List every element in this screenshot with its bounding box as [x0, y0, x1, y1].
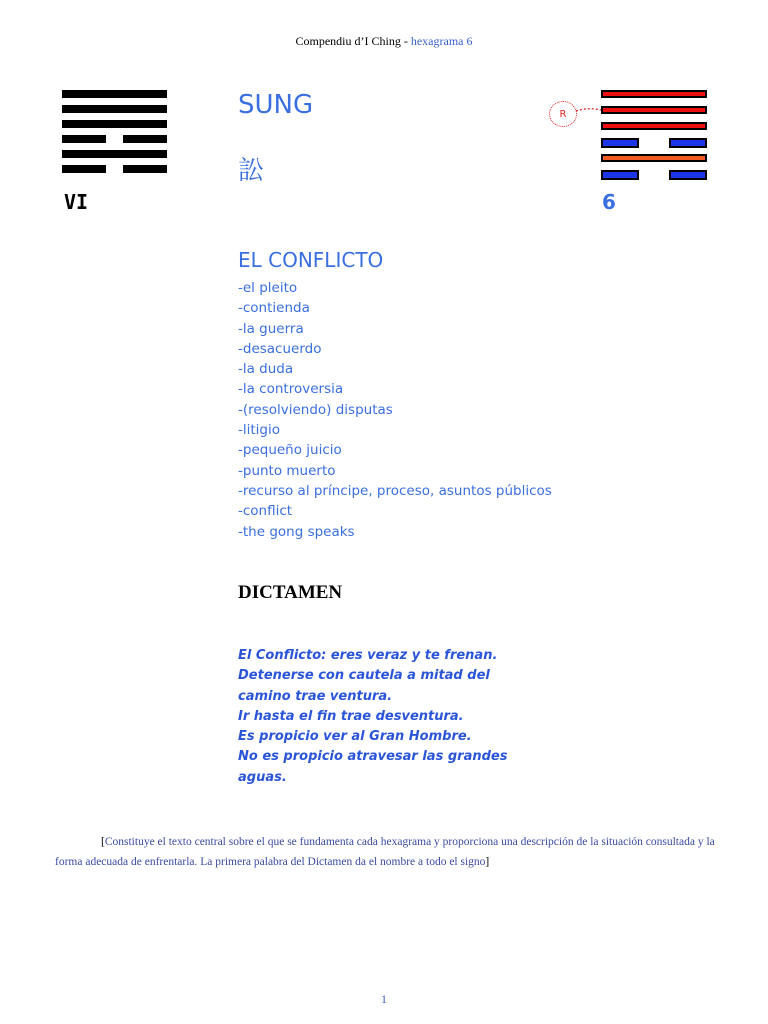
hexagram-line-yang — [62, 150, 167, 158]
section-title-conflict: EL CONFLICTO — [238, 248, 384, 272]
synonym-item: -litigio — [238, 422, 280, 439]
page-number: 1 — [381, 992, 387, 1006]
hexagram-figure-black — [62, 90, 167, 180]
dictamen-line: camino trae ventura. — [238, 688, 393, 704]
hexagram-roman-numeral: VI — [64, 190, 89, 214]
synonym-item: -la controversia — [238, 381, 344, 398]
synonym-item: -el pleito — [238, 280, 298, 296]
hexagram-line-yin — [62, 135, 167, 143]
note-close-bracket: ] — [485, 856, 490, 868]
page-header — [0, 34, 768, 49]
hexagram-line-yin — [62, 165, 167, 173]
hexagram-line-yang-red — [601, 90, 707, 100]
header-hexagram-link[interactable]: hexagrama 6 — [410, 34, 473, 48]
hexagram-line-yang-orange — [601, 154, 707, 164]
synonym-item: -la guerra — [238, 320, 304, 337]
header-title: Compendiu d’I Ching - — [295, 34, 411, 48]
dictamen-line: El Conflicto: eres veraz y te frenan. — [238, 648, 498, 663]
hexagram-number: 6 — [602, 190, 616, 214]
synonym-list — [238, 278, 552, 542]
hexagram-chinese-character: 訟 — [238, 156, 265, 186]
hexagram-name: SUNG — [238, 90, 314, 120]
synonym-item: -desacuerdo — [238, 340, 322, 357]
dictamen-line: No es propicio atravesar las grandes — [238, 749, 508, 765]
dictamen-line: aguas. — [238, 769, 287, 785]
hexagram-line-yang-red — [601, 106, 707, 116]
note-text: Constituye el texto central sobre el que se fundamenta cada hexagrama y proporciona una descripción de la situación consultada y la forma adecuada de enfrentarla. La primera palabra del Dictamen da el nombre a todo el signo — [55, 836, 715, 868]
synonym-item: -punto muerto — [238, 462, 336, 479]
synonym-item: -the gong speaks — [238, 523, 355, 540]
hexagram-line-yang — [62, 90, 167, 98]
hexagram-line-yin-blue — [601, 170, 707, 180]
synonym-item: -conflict — [238, 503, 293, 520]
hexagram-figure-colored — [601, 90, 707, 186]
hexagram-line-yang — [62, 105, 167, 113]
dictamen-line: Detenerse con cautela a mitad del — [238, 668, 490, 684]
synonym-item: -recurso al príncipe, proceso, asuntos públicos — [238, 482, 552, 499]
marker-connector-icon — [576, 104, 602, 118]
hexagram-line-yin-blue — [601, 138, 707, 148]
synonym-item: -pequeño juicio — [238, 442, 342, 459]
dictamen-explanatory-note — [55, 832, 715, 872]
synonym-item: -(resolviendo) disputas — [238, 401, 393, 418]
moving-line-marker: R — [549, 101, 577, 127]
hexagram-line-yang — [62, 120, 167, 128]
dictamen-text — [238, 646, 528, 788]
synonym-item: -la duda — [238, 361, 294, 378]
hexagram-line-yang-red — [601, 122, 707, 132]
dictamen-heading: DICTAMEN — [238, 582, 343, 603]
dictamen-line: Ir hasta el fin trae desventura. — [238, 708, 464, 724]
note-open-bracket: [ — [101, 836, 105, 848]
synonym-item: -contienda — [238, 300, 310, 317]
dictamen-line: Es propicio ver al Gran Hombre. — [238, 729, 472, 745]
